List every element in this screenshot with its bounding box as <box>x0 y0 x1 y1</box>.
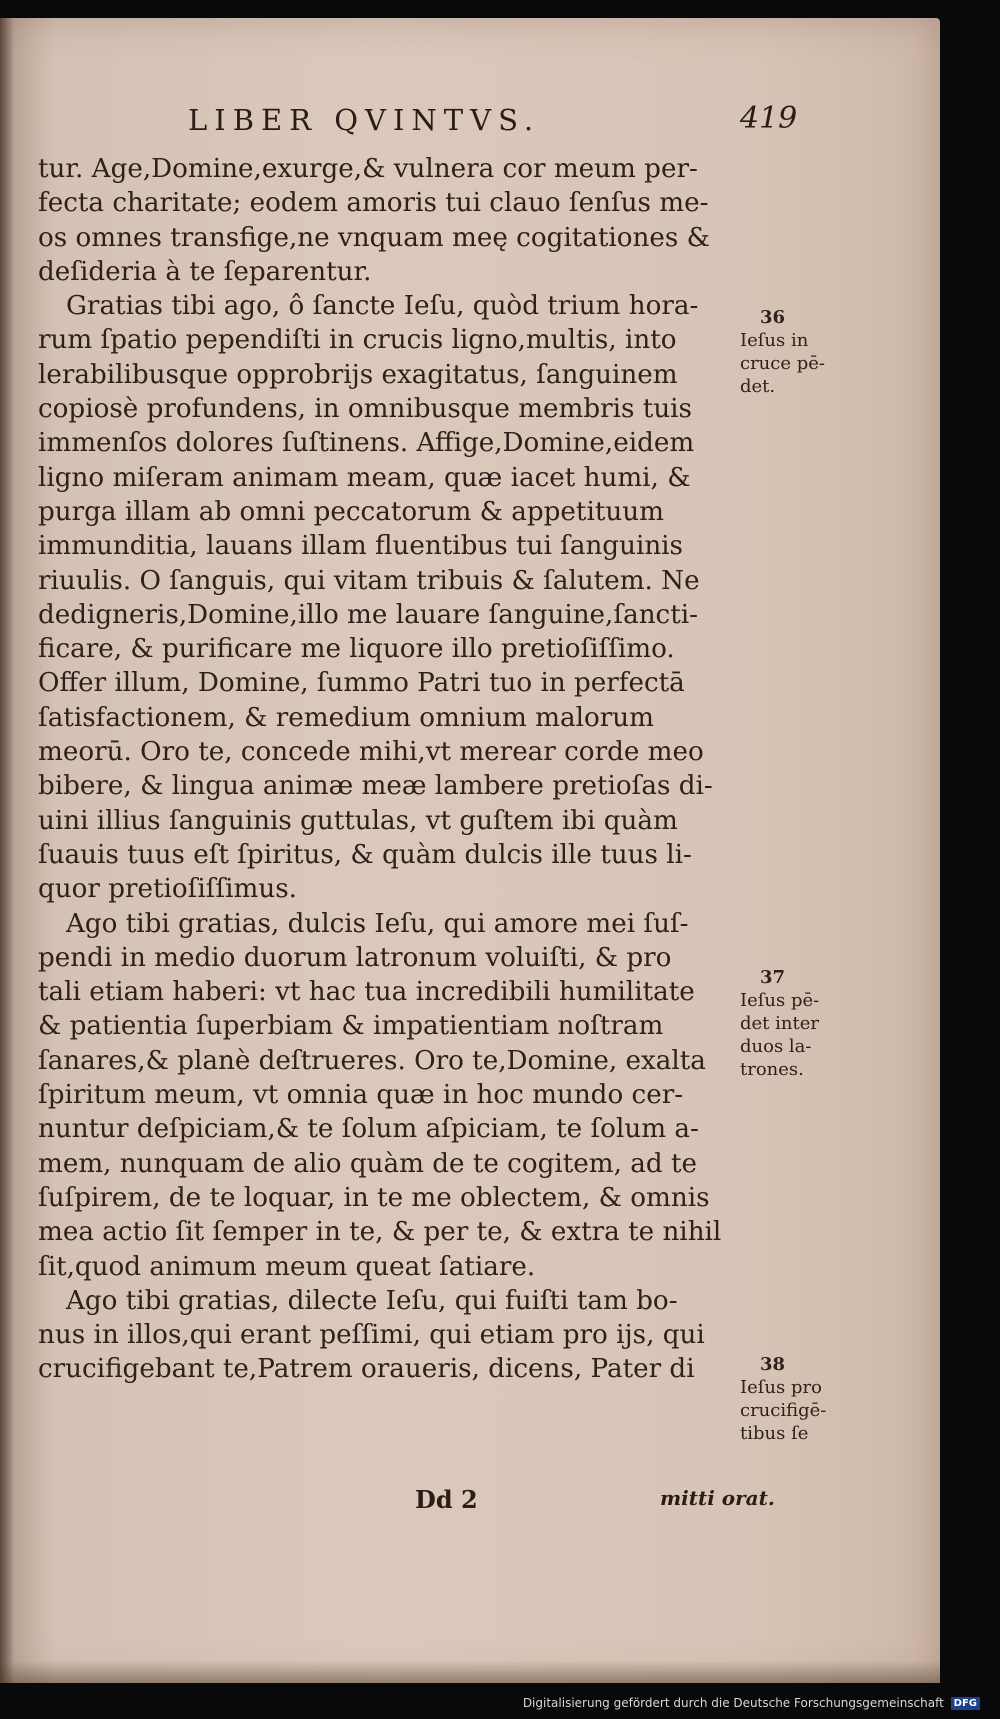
text-line: Ago tibi gratias, dulcis Ieſu, qui amore mei ſuſ- <box>66 908 689 939</box>
text-line: tur. Age,Domine,exurge,& vulnera cor meum per- <box>38 154 698 184</box>
text-line: purga illam ab omni peccatorum & appetituum <box>38 496 664 527</box>
marginal-note-38 <box>740 1353 850 1445</box>
marginal-line: det. <box>740 376 776 397</box>
text-line: ſuauis tuus eſt ſpiritus, & quàm dulcis ille tuus li- <box>38 839 692 870</box>
running-head: LIBER QVINTVS. <box>188 103 541 137</box>
marginal-line: Ieſus pro <box>740 1377 822 1398</box>
text-line: & patientia ſuperbiam & impatientiam noſtram <box>38 1011 664 1042</box>
page-bottom-edge <box>0 1661 940 1683</box>
marginal-line: cruce pē- <box>740 353 825 374</box>
main-text-block <box>38 152 728 1387</box>
marginal-note-37 <box>740 966 850 1081</box>
text-line: meorū. Oro te, concede mihi,vt merear corde meo <box>38 737 704 768</box>
page-number: 419 <box>740 101 798 136</box>
marginal-number: 36 <box>760 307 786 328</box>
text-line: ſanares,& planè deſtrueres. Oro te,Domine, exalta <box>38 1045 706 1076</box>
text-line: dedigneris,Domine,illo me lauare ſanguine,ſancti- <box>38 599 698 630</box>
marginal-line: Ieſus in <box>740 330 809 351</box>
book-page <box>0 18 940 1683</box>
text-line: ſatisfactionem, & remedium omnium malorum <box>38 702 654 733</box>
text-line: rum ſpatio pependiſti in crucis ligno,multis, into <box>38 325 677 356</box>
marginal-line: det inter <box>740 1013 819 1034</box>
text-line: Gratias tibi ago, ô ſancte Ieſu, quòd trium hora- <box>66 291 699 322</box>
text-line: ſpiritum meum, vt omnia quæ in hoc mundo cer- <box>38 1080 684 1111</box>
text-line: crucifigebant te,Patrem oraueris, dicens, Pater di <box>38 1354 695 1385</box>
marginal-line: trones. <box>740 1059 804 1080</box>
text-line: os omnes transfige,ne vnquam meę cogitationes & <box>38 222 710 253</box>
text-line: nuntur deſpiciam,& te ſolum aſpiciam, te ſolum a- <box>38 1114 699 1145</box>
marginal-number: 38 <box>760 1354 786 1375</box>
text-line: immenſos dolores ſuſtinens. Affige,Domine,eidem <box>38 428 695 459</box>
marginal-note-36 <box>740 306 850 398</box>
text-line: ſuſpirem, de te loquar, in te me oblectem, & omnis <box>38 1182 710 1213</box>
catchword: mitti orat. <box>660 1486 775 1510</box>
text-line: immunditia, lauans illam fluentibus tui ſanguinis <box>38 531 683 562</box>
credit-text: Digitalisierung gefördert durch die Deutsche Forschungsgemeinschaft <box>522 1696 944 1710</box>
signature-mark: Dd 2 <box>415 1485 478 1514</box>
text-line: quor pretioſiſſimus. <box>38 874 297 905</box>
text-line: Ago tibi gratias, dilecte Ieſu, qui fuiſti tam bo- <box>66 1285 678 1316</box>
text-line: uini illius ſanguinis guttulas, vt guſtem ibi quàm <box>38 805 678 836</box>
text-line: bibere, & lingua animæ meæ lambere pretioſas di- <box>38 771 713 802</box>
text-line: ficare, & purificare me liquore illo pretioſiſſimo. <box>38 634 675 665</box>
marginal-number: 37 <box>760 967 786 988</box>
text-line: pendi in medio duorum latronum voluiſti, & pro <box>38 942 672 973</box>
digitization-credit <box>0 1696 980 1710</box>
text-line: fecta charitate; eodem amoris tui clauo ſenſus me- <box>38 188 709 219</box>
text-line: Offer illum, Domine, ſummo Patri tuo in perfectā <box>38 668 685 699</box>
marginal-line: Ieſus pē- <box>740 990 820 1011</box>
text-line: tali etiam haberi: vt hac tua incredibili humilitate <box>38 977 695 1008</box>
text-line: riuulis. O ſanguis, qui vitam tribuis & ſalutem. Ne <box>38 565 700 596</box>
text-line: copiosè profundens, in omnibusque membris tuis <box>38 394 692 425</box>
text-line: mea actio ſit ſemper in te, & per te, & extra te nihil <box>38 1217 722 1248</box>
text-line: ligno miſeram animam meam, quæ iacet humi, & <box>38 462 691 493</box>
marginal-line: duos la- <box>740 1036 812 1057</box>
marginal-line: crucifigē- <box>740 1400 827 1421</box>
dfg-logo: DFG <box>951 1697 980 1710</box>
page-header <box>0 103 940 143</box>
text-line: mem, nunquam de alio quàm de te cogitem, ad te <box>38 1148 697 1179</box>
text-line: nus in illos,qui erant peſſimi, qui etiam pro ijs, qui <box>38 1320 705 1351</box>
page-binding-edge <box>0 18 14 1683</box>
text-line: lerabilibusque opprobrijs exagitatus, ſanguinem <box>38 359 678 390</box>
text-line: deſideria à te ſeparentur. <box>38 256 372 287</box>
marginal-line: tibus ſe <box>740 1423 809 1444</box>
text-line: ſit,quod animum meum queat ſatiare. <box>38 1251 536 1282</box>
